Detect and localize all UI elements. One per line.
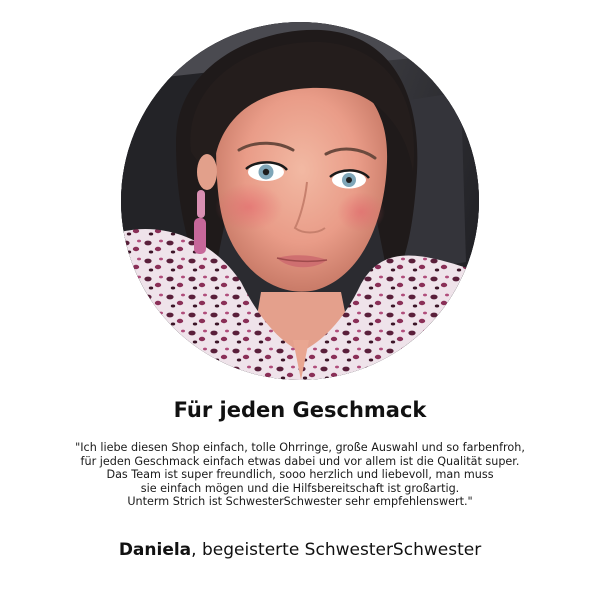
quote-line: Das Team ist super freundlich, sooo herzlich und liebevoll, man muss	[106, 468, 494, 482]
quote-line: für jeden Geschmack einfach etwas dabei und vor allem ist die Qualität super.	[80, 454, 520, 468]
customer-photo	[121, 22, 479, 380]
quote-line: "Ich liebe diesen Shop einfach, tolle Ohrringe, große Auswahl und so farbenfroh,	[75, 441, 525, 454]
testimonial-title: Für jeden Geschmack	[173, 398, 427, 422]
customer-portrait	[121, 22, 479, 380]
testimonial-author	[0, 538, 600, 562]
author-role: , begeisterte SchwesterSchwester	[191, 540, 482, 560]
author-name: Daniela	[118, 540, 192, 560]
quote-line: Unterm Strich ist SchwesterSchwester sehr empfehlenswert."	[127, 495, 473, 509]
testimonial-quote	[40, 441, 560, 509]
quote-line: sie einfach mögen und die Hilfsbereitschaft ist großartig.	[140, 481, 460, 495]
